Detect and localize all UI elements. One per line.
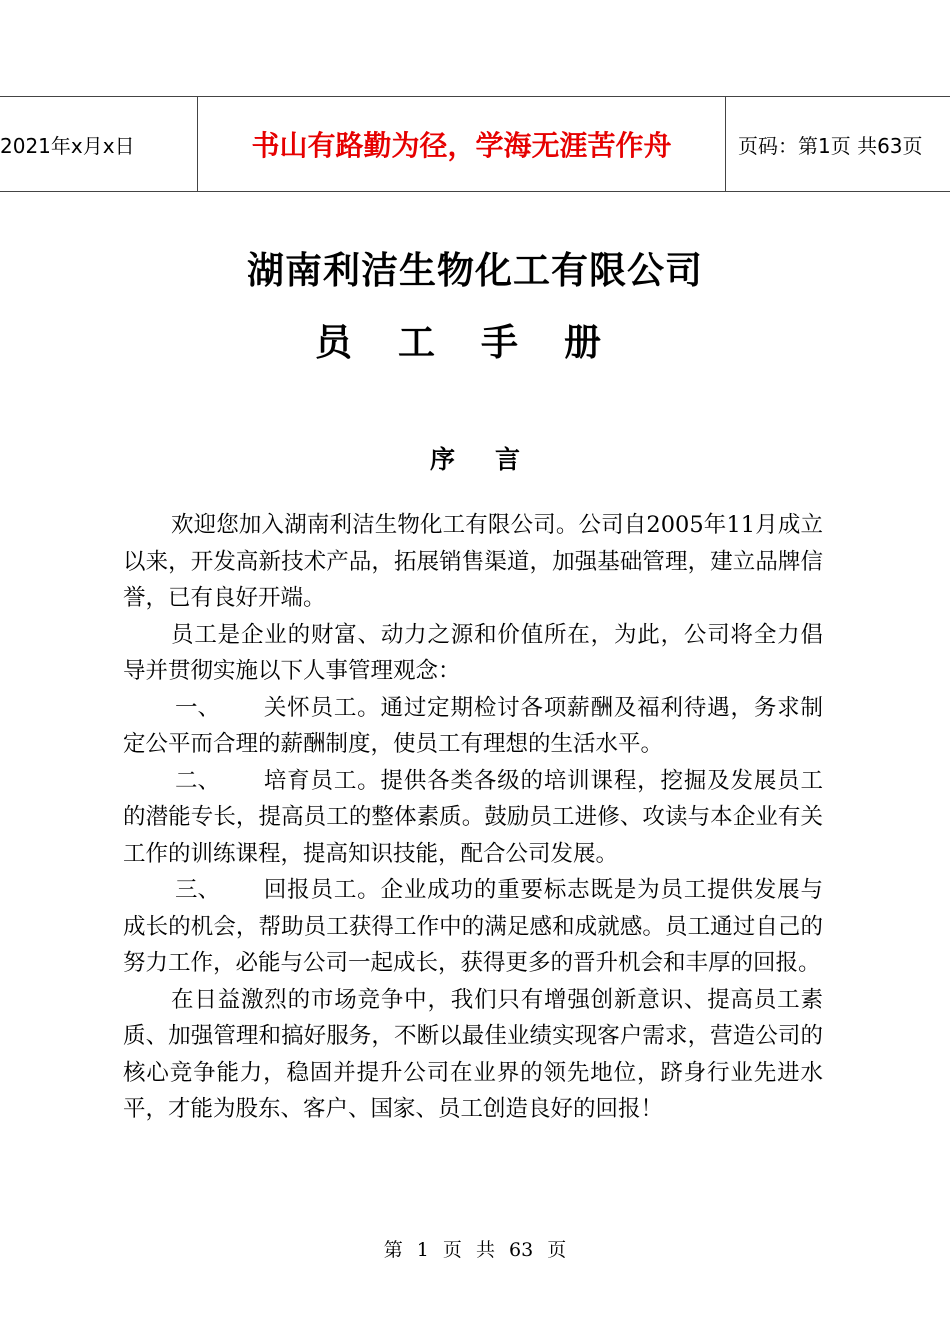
preface-body [123, 507, 823, 1128]
preface-item-1 [123, 690, 823, 763]
preface-item-2 [123, 763, 823, 873]
company-title: 湖南利洁生物化工有限公司 [247, 249, 703, 292]
page-footer: 第 1 页 共 63 页 [383, 1239, 567, 1261]
header-page-info: 页码：第1页 共63页 [738, 133, 923, 158]
item-number: 二、 [175, 767, 221, 794]
page-header [0, 96, 950, 192]
preface-paragraph-intro-1: 欢迎您加入湖南利洁生物化工有限公司。公司自2005年11月成立以来，开发高新技术产品，拓展销售渠道，加强基础管理，建立品牌信誉，已有良好开端。 [123, 512, 823, 611]
item-number: 三、 [175, 877, 221, 903]
item-text: 回报员工。企业成功的重要标志既是为员工提供发展与成长的机会，帮助员工获得工作中的满足感和成就感。员工通过自己的努力工作，必能与公司一起成长，获得更多的晋升机会和丰厚的回报。 [123, 877, 823, 976]
item-text: 关怀员工。通过定期检讨各项薪酬及福利待遇，务求制定公平而合理的薪酬制度，使员工有理想的生活水平。 [123, 694, 823, 757]
header-date: 2021年x月x日 [0, 97, 198, 191]
preface-paragraph-closing: 在日益激烈的市场竞争中，我们只有增强创新意识、提高员工素质、加强管理和搞好服务，不断以最佳业绩实现客户需求，营造公司的核心竞争能力，稳固并提升公司在业界的领先地位，跻身行业先进水平，才能为股东、客户、国家、员工创造良好的回报！ [123, 986, 823, 1122]
preface-item-3 [123, 872, 823, 982]
preface-paragraph-intro-2: 员工是企业的财富、动力之源和价值所在，为此，公司将全力倡导并贯彻实施以下人事管理观念： [123, 621, 823, 684]
preface-heading: 序言 [429, 445, 560, 474]
header-motto: 书山有路勤为径，学海无涯苦作舟 [198, 97, 726, 191]
manual-title: 员工手册 [315, 321, 647, 364]
item-number: 一、 [175, 694, 221, 721]
item-text: 培育员工。提供各类各级的培训课程，挖掘及发展员工的潜能专长，提高员工的整体素质。鼓励员工进修、攻读与本企业有关工作的训练课程，提高知识技能，配合公司发展。 [123, 767, 823, 867]
